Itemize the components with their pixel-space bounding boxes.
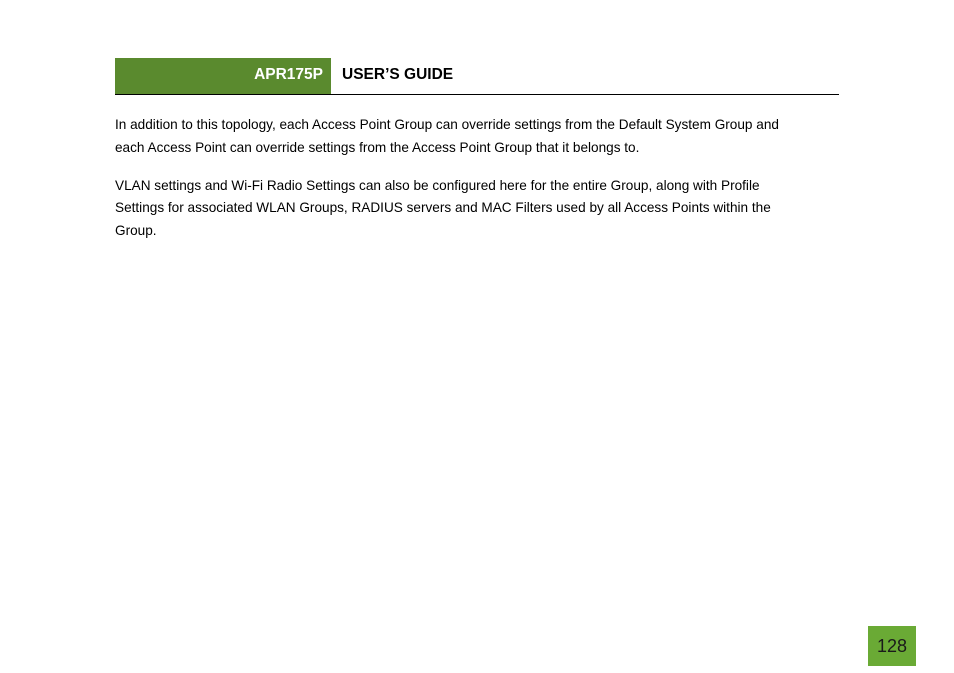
page-header <box>115 58 839 95</box>
model-name: APR175P <box>254 66 323 83</box>
guide-title: USER’S GUIDE <box>342 66 454 83</box>
model-badge <box>115 58 331 94</box>
page-content <box>115 114 841 258</box>
paragraph: VLAN settings and Wi-Fi Radio Settings can also be configured here for the entire Group, along with Profile Settings for associated WLAN Groups, RADIUS servers and MAC Filters used by all Access Points within the Group. <box>115 177 771 239</box>
page-number: 128 <box>868 626 916 666</box>
paragraph: In addition to this topology, each Access Point Group can override settings from the Default System Group and each Access Point can override settings from the Access Point Group that it belongs to. <box>115 117 779 155</box>
